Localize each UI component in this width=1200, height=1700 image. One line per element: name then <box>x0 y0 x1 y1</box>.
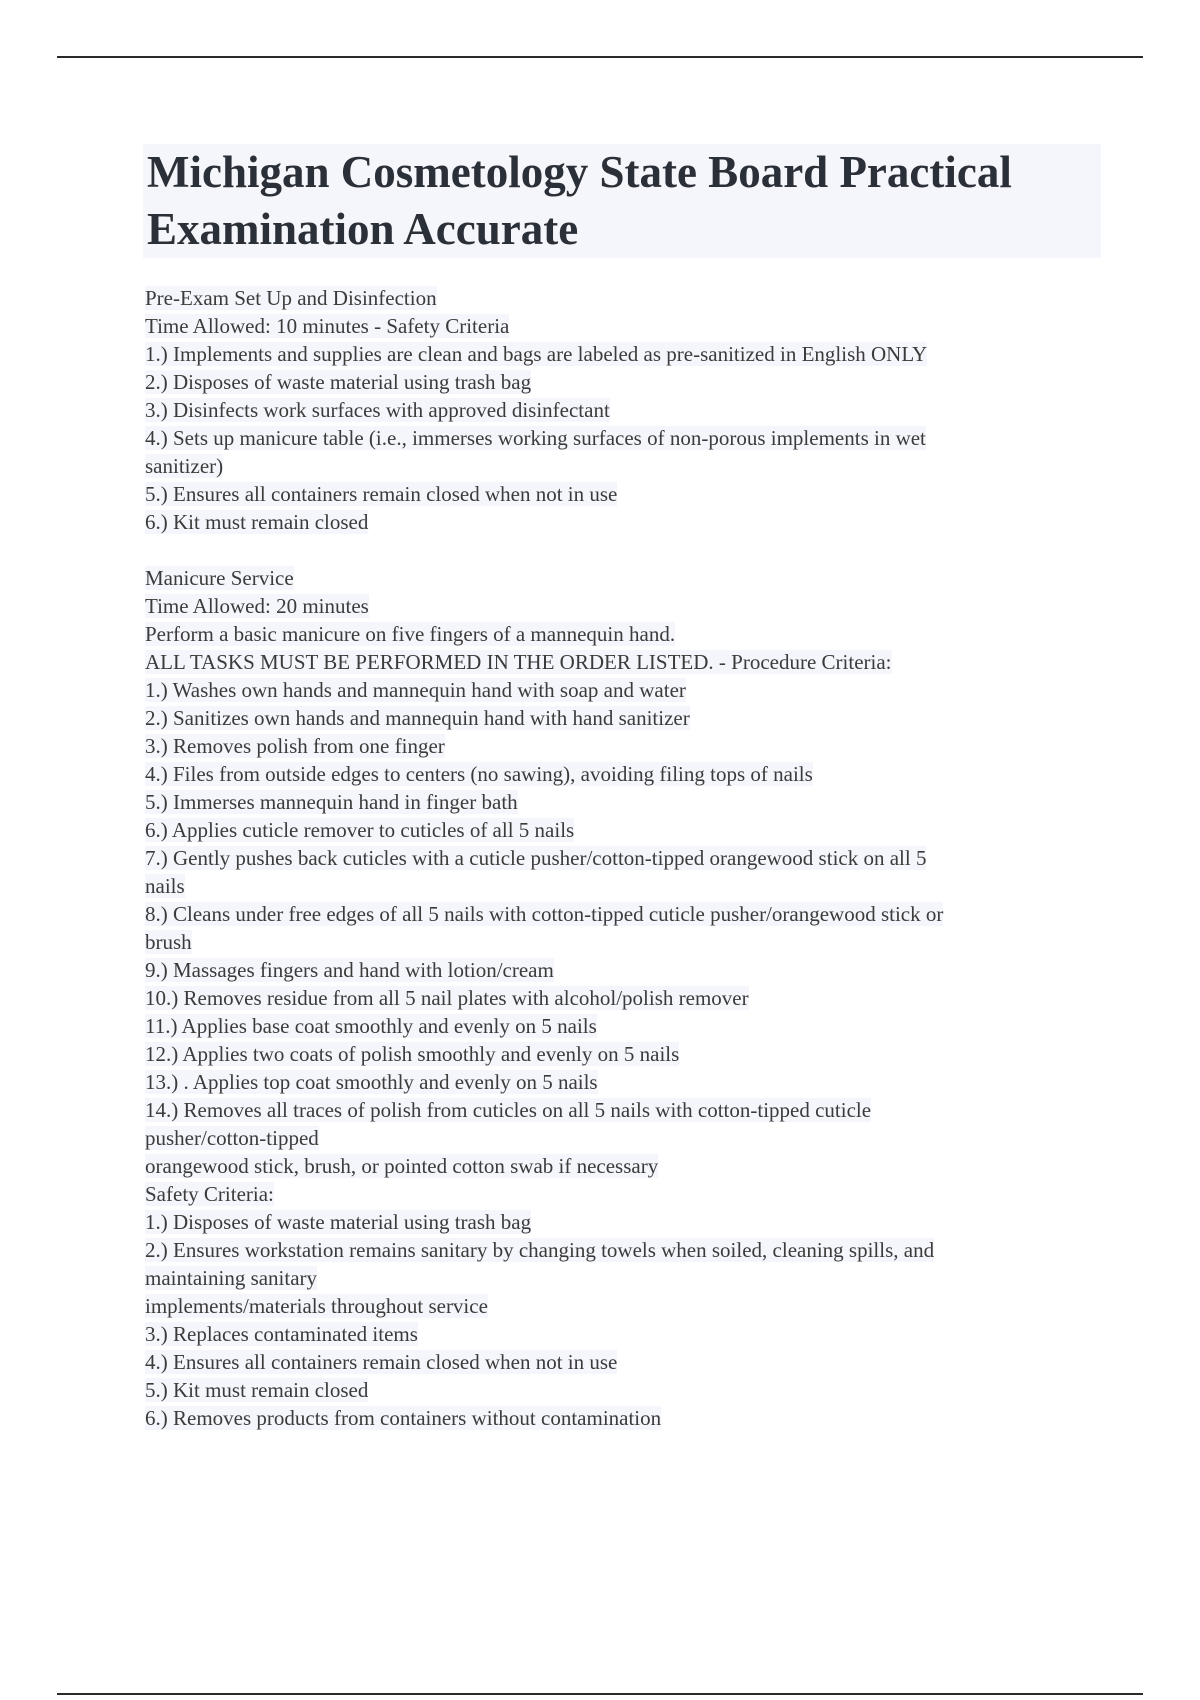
procedure-item: 9.) Massages fingers and hand with lotion/cream <box>145 958 554 982</box>
safety-heading: Safety Criteria: <box>145 1182 274 1206</box>
procedure-item: 1.) Washes own hands and mannequin hand with soap and water <box>145 678 686 702</box>
procedure-item: pusher/cotton-tipped <box>145 1126 319 1150</box>
procedure-item: 6.) Applies cuticle remover to cuticles of all 5 nails <box>145 818 575 842</box>
procedure-item: 3.) Removes polish from one finger <box>145 734 445 758</box>
safety-item: maintaining sanitary <box>145 1266 318 1290</box>
procedure-item: 5.) Immerses mannequin hand in finger bath <box>145 790 518 814</box>
procedure-item: 12.) Applies two coats of polish smoothly and evenly on 5 nails <box>145 1042 680 1066</box>
safety-item: 3.) Replaces contaminated items <box>145 1322 418 1346</box>
procedure-item: 10.) Removes residue from all 5 nail plates with alcohol/polish remover <box>145 986 749 1010</box>
procedure-item: 11.) Applies base coat smoothly and evenly on 5 nails <box>145 1014 597 1038</box>
procedure-item: 8.) Cleans under free edges of all 5 nails with cotton-tipped cuticle pusher/orangewood stick or <box>145 902 944 926</box>
safety-item: 6.) Removes products from containers without contamination <box>145 1406 662 1430</box>
order-note: ALL TASKS MUST BE PERFORMED IN THE ORDER LISTED. - Procedure Criteria: <box>145 650 892 674</box>
safety-item: 1.) Disposes of waste material using trash bag <box>145 1210 532 1234</box>
procedure-item: 14.) Removes all traces of polish from cuticles on all 5 nails with cotton-tipped cuticle <box>145 1098 872 1122</box>
procedure-item: 13.) . Applies top coat smoothly and evenly on 5 nails <box>145 1070 598 1094</box>
instruction-text: Perform a basic manicure on five fingers of a mannequin hand. <box>145 622 676 646</box>
list-item: 5.) Ensures all containers remain closed when not in use <box>145 482 618 506</box>
document-body <box>145 284 1075 1432</box>
safety-item: 2.) Ensures workstation remains sanitary by changing towels when soiled, cleaning spills, and <box>145 1238 935 1262</box>
list-item: 6.) Kit must remain closed <box>145 510 369 534</box>
top-rule <box>57 56 1143 58</box>
safety-item: 5.) Kit must remain closed <box>145 1378 369 1402</box>
procedure-item: 2.) Sanitizes own hands and mannequin hand with hand sanitizer <box>145 706 690 730</box>
time-allowed: Time Allowed: 20 minutes <box>145 594 369 618</box>
safety-item: 4.) Ensures all containers remain closed when not in use <box>145 1350 618 1374</box>
list-item: 2.) Disposes of waste material using trash bag <box>145 370 532 394</box>
document-title: Michigan Cosmetology State Board Practical Examination Accurate <box>143 144 1101 258</box>
list-item: 1.) Implements and supplies are clean and bags are labeled as pre-sanitized in English ONLY <box>145 342 928 366</box>
list-item: 4.) Sets up manicure table (i.e., immerses working surfaces of non-porous implements in wet <box>145 426 926 450</box>
procedure-item: 4.) Files from outside edges to centers (no sawing), avoiding filing tops of nails <box>145 762 813 786</box>
safety-item: implements/materials throughout service <box>145 1294 488 1318</box>
section-gap <box>145 536 1075 564</box>
section-heading: Manicure Service <box>145 566 294 590</box>
procedure-item: orangewood stick, brush, or pointed cotton swab if necessary <box>145 1154 659 1178</box>
procedure-item: 7.) Gently pushes back cuticles with a cuticle pusher/cotton-tipped orangewood stick on all 5 <box>145 846 927 870</box>
time-allowed: Time Allowed: 10 minutes - Safety Criteria <box>145 314 510 338</box>
procedure-item: brush <box>145 930 192 954</box>
list-item: sanitizer) <box>145 454 224 478</box>
section-heading: Pre-Exam Set Up and Disinfection <box>145 286 437 310</box>
procedure-item: nails <box>145 874 185 898</box>
bottom-rule <box>57 1693 1143 1695</box>
list-item: 3.) Disinfects work surfaces with approved disinfectant <box>145 398 610 422</box>
